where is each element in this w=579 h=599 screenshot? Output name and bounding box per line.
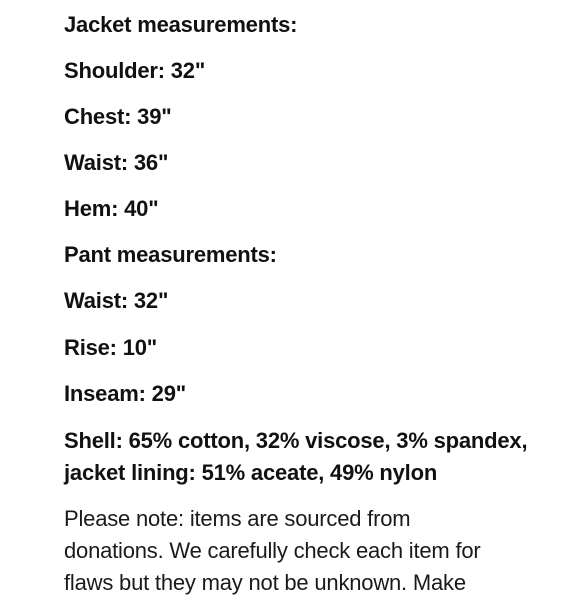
rise-measurement: Rise: 10": [64, 335, 158, 360]
pant-waist-measurement: Waist: 32": [64, 288, 169, 313]
material-line-1: Shell: 65% cotton, 32% viscose, 3% spandex,: [64, 428, 528, 453]
material-line-2: jacket lining: 51% aceate, 49% nylon: [64, 460, 438, 485]
note-line-3: flaws but they may not be unknown. Make: [64, 570, 466, 595]
note-line-2: donations. We carefully check each item for: [64, 538, 481, 563]
jacket-measurements-heading: Jacket measurements:: [64, 12, 298, 37]
pant-measurements-heading: Pant measurements:: [64, 242, 277, 267]
material-composition: [64, 425, 534, 489]
donation-note: [64, 503, 534, 599]
chest-measurement: Chest: 39": [64, 104, 172, 129]
inseam-measurement: Inseam: 29": [64, 381, 186, 406]
note-line-1: Please note: items are sourced from: [64, 506, 411, 531]
jacket-waist-measurement: Waist: 36": [64, 150, 169, 175]
shoulder-measurement: Shoulder: 32": [64, 58, 206, 83]
hem-measurement: Hem: 40": [64, 196, 159, 221]
